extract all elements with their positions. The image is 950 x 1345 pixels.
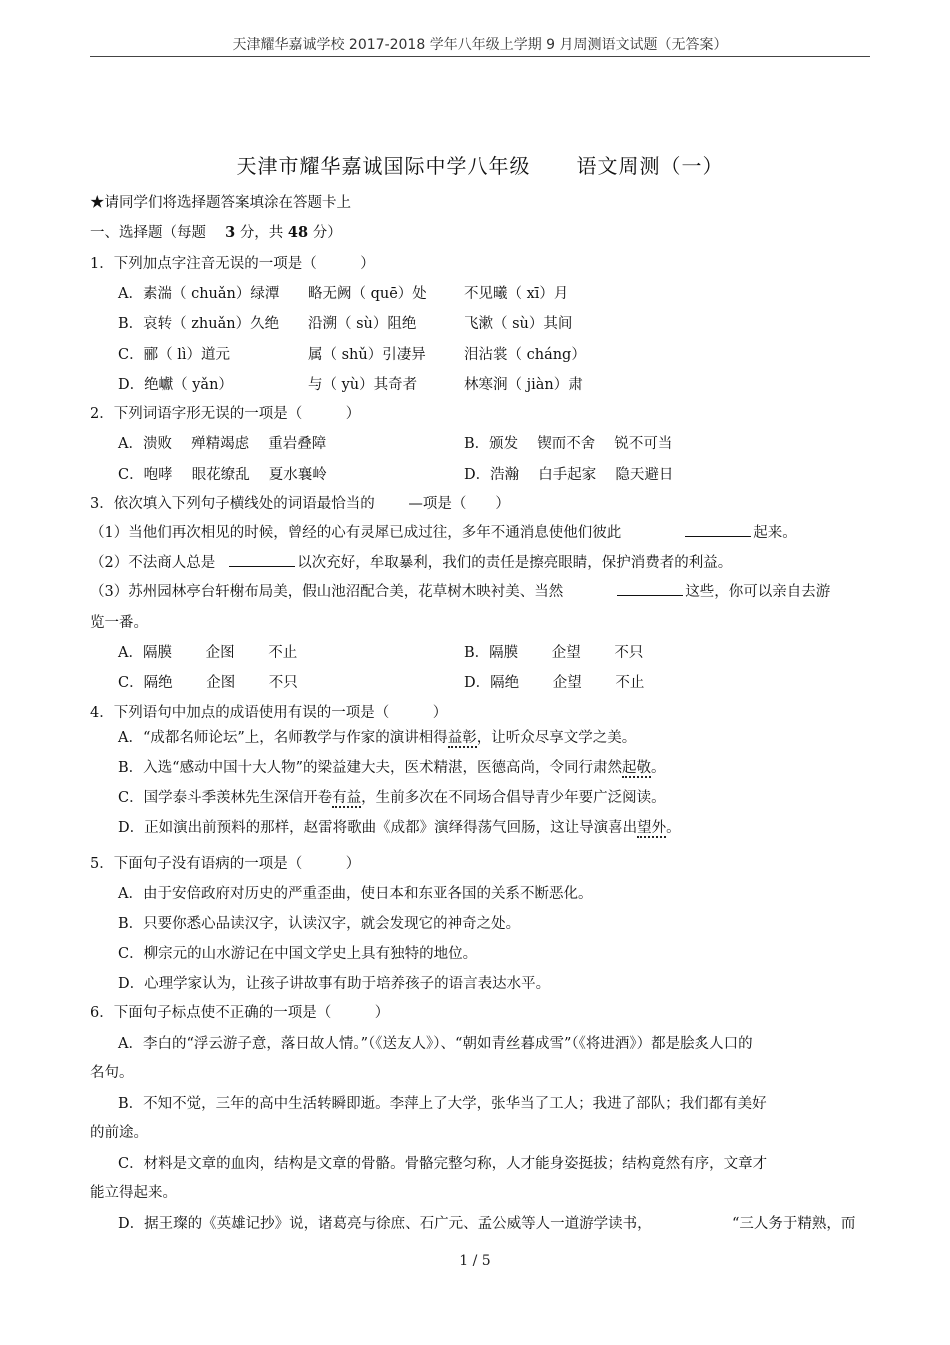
question-5-option-b: B．只要你悉心品读汉字，认读汉字，就会发现它的神奇之处。 bbox=[118, 916, 521, 932]
question-5-option-d: D．心理学家认为，让孩子讲故事有助于培养孩子的语言表达水平。 bbox=[118, 976, 551, 992]
running-header: 天津耀华嘉诚学校 2017-2018 学年八年级上学期 9 月周测语文试题（无答案） bbox=[232, 37, 728, 53]
question-3-sentence-1: （1）当他们再次相见的时候，曾经的心有灵犀已成过往，多年不通消息使他们彼此 起来。 bbox=[90, 525, 797, 541]
question-5-option-c: C．柳宗元的山水游记在中国文学史上具有独特的地位。 bbox=[118, 946, 478, 962]
question-2-options-ab: A．溃败 殚精竭虑 重岩叠障 B．颁发 锲而不舍 锐不可当 bbox=[118, 436, 673, 452]
question-4-stem: 4．下列语句中加点的成语使用有误的一项是（ ） bbox=[90, 705, 448, 721]
dotted-idiom: 起敬 bbox=[621, 760, 651, 776]
question-3-sentence-2: （2）不法商人总是 以次充好，牟取暴利，我们的责任是擦亮眼睛，保护消费者的利益。 bbox=[90, 555, 733, 571]
question-3-stem: 3．依次填入下列句子横线处的词语最恰当的 —项是（ ） bbox=[90, 496, 510, 512]
notice: ★请同学们将选择题答案填涂在答题卡上 bbox=[90, 195, 351, 211]
question-1-option-b: B．哀转（ zhuǎn）久绝 沿溯（ sù）阻绝 飞漱（ sù）其间 bbox=[118, 316, 573, 332]
question-5-stem: 5．下面句子没有语病的一项是（ ） bbox=[90, 856, 361, 872]
question-4-option-d: D．正如演出前预料的那样，赵雷将歌曲《成都》演绎得荡气回肠，这让导演喜出望外。 bbox=[118, 820, 681, 836]
question-1-option-d: D．绝巘（ yǎn） 与（ yù）其奇者 林寒涧（ jiàn）肃 bbox=[118, 377, 583, 393]
page-number: 1 / 5 bbox=[459, 1253, 491, 1269]
question-6-option-b-cont: 的前途。 bbox=[90, 1125, 148, 1141]
question-4-option-a: A．“成都名师论坛”上，名师教学与作家的演讲相得益彰，让听众尽享文学之美。 bbox=[118, 730, 637, 746]
question-4-option-b: B．入选“感动中国十大人物”的梁益建大夫，医术精湛，医德高尚，令同行肃然起敬。 bbox=[118, 760, 666, 776]
dotted-idiom: 有益 bbox=[332, 790, 362, 806]
section-heading: 一、选择题（每题 3 分，共 48 分） bbox=[90, 224, 342, 241]
exam-title-subject: 语文周测（一） bbox=[576, 154, 724, 178]
question-3-sentence-3: （3）苏州园林亭台轩榭布局美，假山池沼配合美，花草树木映衬美、当然 这些，你可以亲自去游 bbox=[90, 584, 831, 600]
question-3-options-cd: C．隔绝 企图 不只 D．隔绝 企望 不止 bbox=[118, 675, 645, 691]
question-6-option-d: D．据王璨的《英雄记抄》说，诸葛亮与徐庶、石广元、孟公威等人一道游学读书， “三人务于精熟，而 bbox=[118, 1216, 856, 1232]
question-2-options-cd: C．咆哮 眼花缭乱 夏水襄岭 D．浩瀚 白手起家 隐天避日 bbox=[118, 467, 674, 483]
exam-title-school: 天津市耀华嘉诚国际中学八年级 bbox=[236, 154, 531, 178]
question-3-sentence-3-cont: 览一番。 bbox=[90, 615, 148, 631]
question-5-option-a: A．由于安倍政府对历史的严重歪曲，使日本和东亚各国的关系不断恶化。 bbox=[118, 886, 593, 902]
question-6-option-a-cont: 名句。 bbox=[90, 1065, 134, 1081]
exam-title bbox=[90, 150, 870, 179]
question-6-option-c-cont: 能立得起来。 bbox=[90, 1185, 177, 1201]
question-6-option-c: C．材料是文章的血肉，结构是文章的骨骼。骨骼完整匀称，人才能身姿挺拔；结构竟然有序，文章才 bbox=[118, 1156, 768, 1172]
question-1-stem: 1．下列加点字注音无误的一项是（ ） bbox=[90, 256, 375, 272]
dotted-idiom: 望外 bbox=[637, 820, 667, 836]
question-2-stem: 2．下列词语字形无误的一项是（ ） bbox=[90, 406, 361, 422]
question-1-option-c: C．郦（ lì）道元 属（ shǔ）引凄异 泪沾裳（ cháng） bbox=[118, 347, 586, 363]
question-6-option-a: A．李白的“浮云游子意，落日故人情。”（《送友人》）、“朝如青丝暮成雪”（《将进酒》）都是脍炙人口的 bbox=[118, 1036, 753, 1052]
dotted-idiom: 益彰 bbox=[447, 730, 477, 746]
question-1-option-a: A．素湍（ chuǎn）绿潭 略无阙（ quē）处 不见曦（ xī）月 bbox=[118, 286, 569, 302]
question-4-option-c: C．国学泰斗季羡林先生深信开卷有益，生前多次在不同场合倡导青少年要广泛阅读。 bbox=[118, 790, 666, 806]
question-6-option-b: B．不知不觉，三年的高中生活转瞬即逝。李萍上了大学，张华当了工人；我进了部队；我们都有美好 bbox=[118, 1096, 767, 1112]
question-3-options-ab: A．隔膜 企图 不止 B．隔膜 企望 不只 bbox=[118, 645, 644, 661]
question-6-stem: 6．下面句子标点使不正确的一项是（ ） bbox=[90, 1005, 390, 1021]
header-divider bbox=[90, 56, 870, 57]
